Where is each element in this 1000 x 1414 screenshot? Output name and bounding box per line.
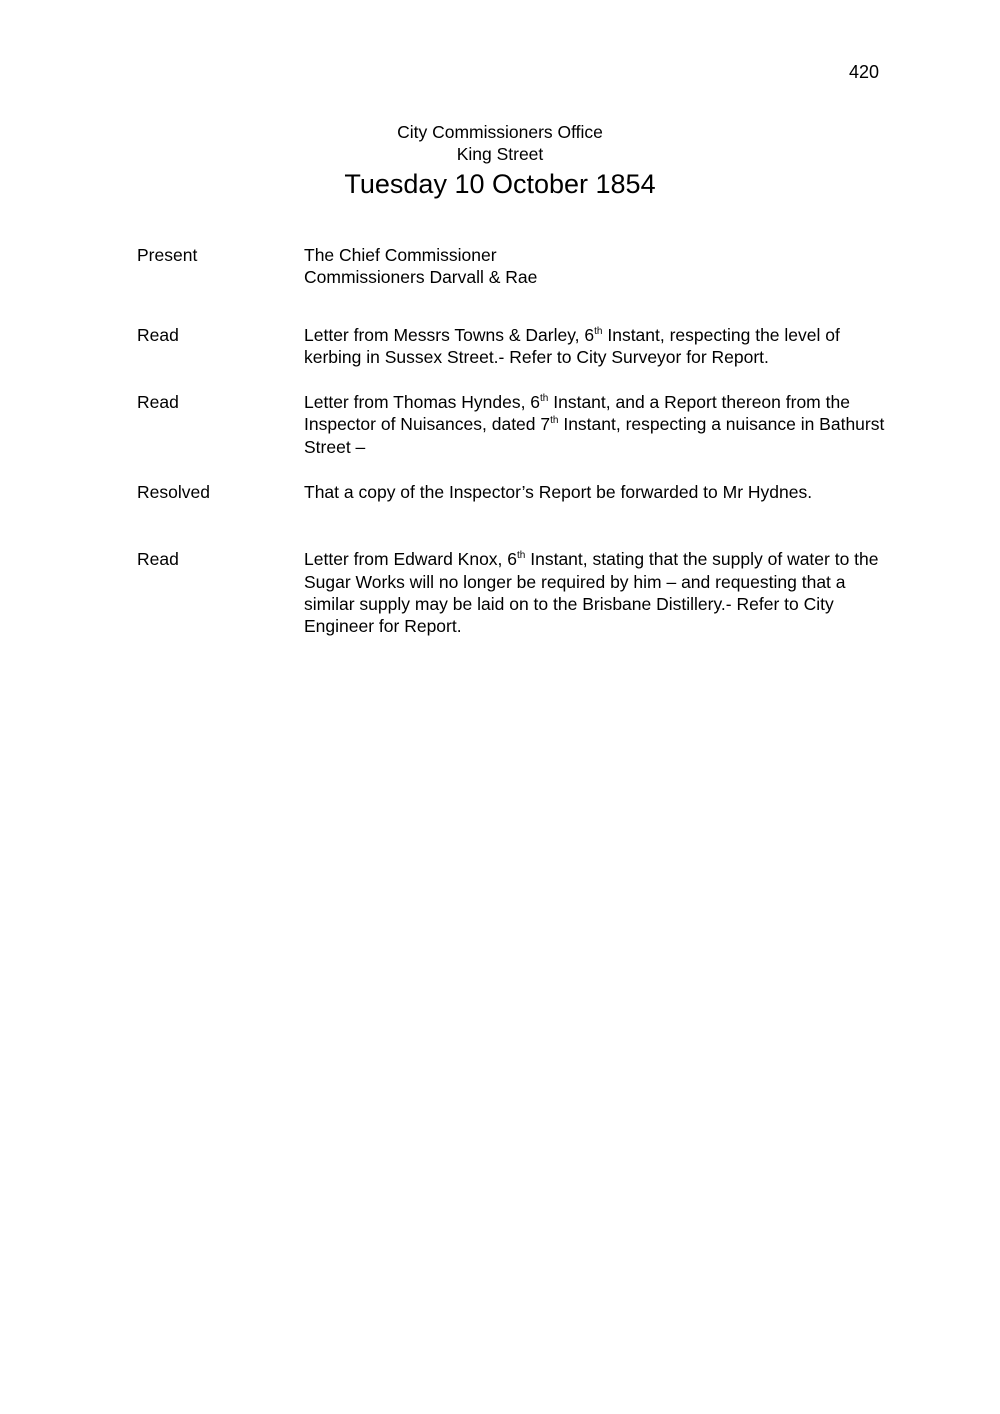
entry-body [304,481,927,503]
entry-text: Instant, respecting the level of [602,324,840,345]
entry-line [304,266,927,288]
entry-line [304,324,927,346]
minutes-header [0,121,1000,200]
entry-text: Letter from Thomas Hyndes, 6 [304,392,541,413]
entry-text: similar supply may be laid on to the Brisbane Distillery.- Refer to City [304,593,834,614]
entry-text: Sugar Works will no longer be required by him – and requesting that a [304,571,846,592]
entry-line [304,244,927,266]
entry-label: Read [137,392,179,413]
entry-text: Instant, respecting a nuisance in Bathurst [558,414,885,435]
entry-present [137,244,927,289]
ordinal-suffix: th [550,415,559,427]
entry-text: Inspector of Nuisances, dated 7 [304,414,551,435]
page-number: 420 [848,62,879,82]
entry-line [304,481,927,503]
office-street: King Street [456,144,544,164]
entry-body [304,391,927,458]
ordinal-suffix: th [540,393,549,405]
entry-read-hyndes [137,391,927,458]
entry-line [304,413,927,435]
entry-resolved [137,481,927,503]
entry-text: kerbing in Sussex Street.- Refer to City Surveyor for Report. [304,346,769,367]
entry-text: Letter from Edward Knox, 6 [304,549,518,570]
entry-line [304,571,927,593]
entry-text: Street – [304,436,366,457]
entry-body [304,324,927,369]
entry-body [304,548,927,637]
ordinal-suffix: th [517,550,526,562]
meeting-date: Tuesday 10 October 1854 [344,169,656,199]
ordinal-suffix: th [594,325,603,337]
entry-text: That a copy of the Inspector’s Report be forwarded to Mr Hydnes. [304,482,813,503]
entry-line [304,391,927,413]
entry-read-towns-darley [137,324,927,369]
entry-text: Engineer for Report. [304,616,462,637]
entry-text: Instant, and a Report thereon from the [548,392,850,413]
entry-line [304,548,927,570]
entry-line [304,593,927,615]
entry-line [304,346,927,368]
minutes-entries [137,244,927,638]
entry-label: Read [137,324,179,345]
entry-text: Letter from Messrs Towns & Darley, 6 [304,324,595,345]
entry-line [304,436,927,458]
entry-label: Present [137,245,198,265]
entry-label: Read [137,549,179,570]
entry-text: The Chief Commissioner [304,245,497,265]
entry-text: Instant, stating that the supply of water to the [525,549,879,570]
entry-read-knox [137,548,927,637]
entry-body [304,244,927,289]
entry-label: Resolved [137,482,210,503]
entry-text: Commissioners Darvall & Rae [304,267,538,288]
entry-line [304,615,927,637]
office-name: City Commissioners Office [397,122,603,142]
